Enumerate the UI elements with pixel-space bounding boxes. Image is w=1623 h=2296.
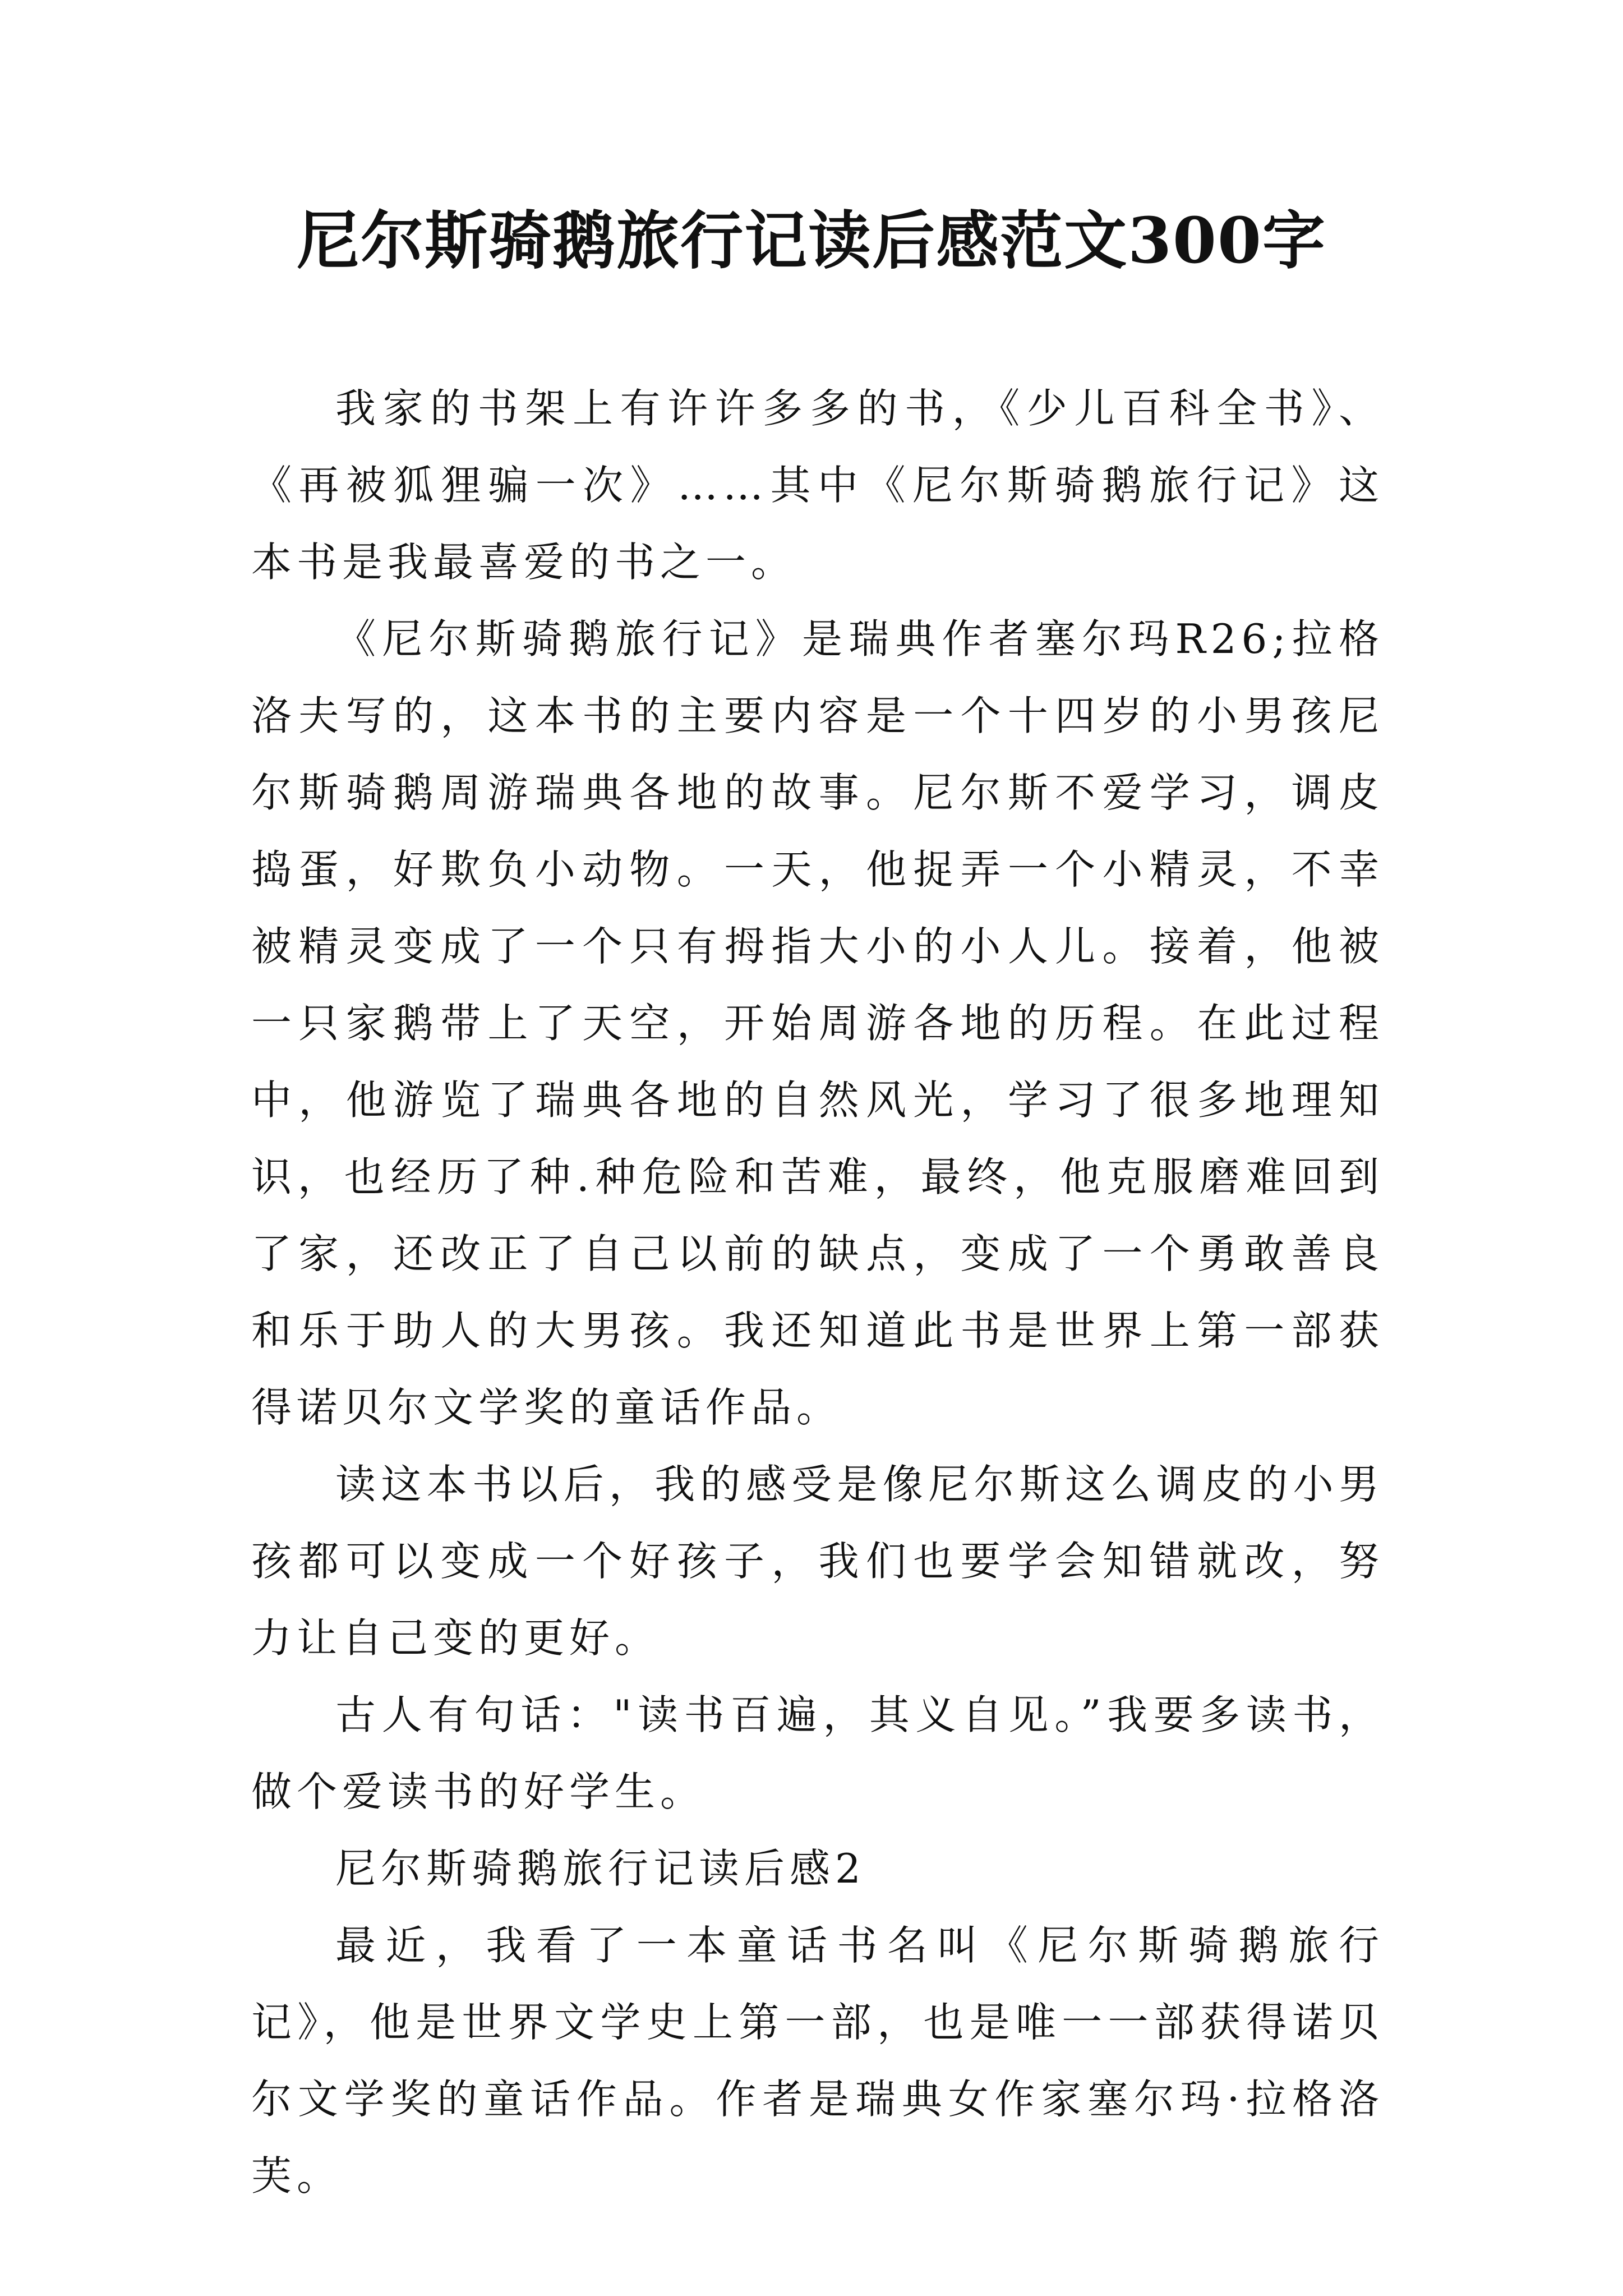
document-title: 尼尔斯骑鹅旅行记读后感范文300字 bbox=[297, 204, 1326, 278]
paragraph-5: 最近，我看了一本童话书名叫《尼尔斯骑鹅旅行记》，他是世界文学史上第一部，也是唯一一部获得诺贝尔文学奖的童话作品。作者是瑞典女作家塞尔玛·拉格洛芙。 bbox=[251, 1922, 1384, 2200]
section-heading: 尼尔斯骑鹅旅行记读后感2 bbox=[335, 1845, 866, 1892]
paragraph-2: 《尼尔斯骑鹅旅行记》是瑞典作者塞尔玛R26;拉格洛夫写的，这本书的主要内容是一个十四岁的小男孩尼尔斯骑鹅周游瑞典各地的故事。尼尔斯不爱学习，调皮捣蛋，好欺负小动物。一天，他捉弄一个小精灵，不幸被精灵变成了一个只有拇指大小的小人儿。接着，他被一只家鹅带上了天空，开始周游各地的历程。在此过程中，他游览了瑞典各地的自然风光，学习了很多地理知识，也经历了种.种危险和苦难，最终，他克服磨难回到了家，还改正了自己以前的缺点，变成了一个勇敢善良和乐于助人的大男孩。我还知道此书是世界上第一部获得诺贝尔文学奖的童话作品。 bbox=[251, 615, 1384, 1431]
paragraph-1: 我家的书架上有许许多多的书，《少儿百科全书》、《再被狐狸骗一次》……其中《尼尔斯骑鹅旅行记》这本书是我最喜爱的书之一。 bbox=[251, 385, 1384, 586]
document-body bbox=[251, 370, 1384, 2215]
paragraph-4: 古人有句话："读书百遍，其义自见。”我要多读书，做个爱读书的好学生。 bbox=[251, 1691, 1384, 1815]
paragraph-3: 读这本书以后，我的感受是像尼尔斯这么调皮的小男孩都可以变成一个好孩子，我们也要学会知错就改，努力让自己变的更好。 bbox=[251, 1461, 1384, 1662]
